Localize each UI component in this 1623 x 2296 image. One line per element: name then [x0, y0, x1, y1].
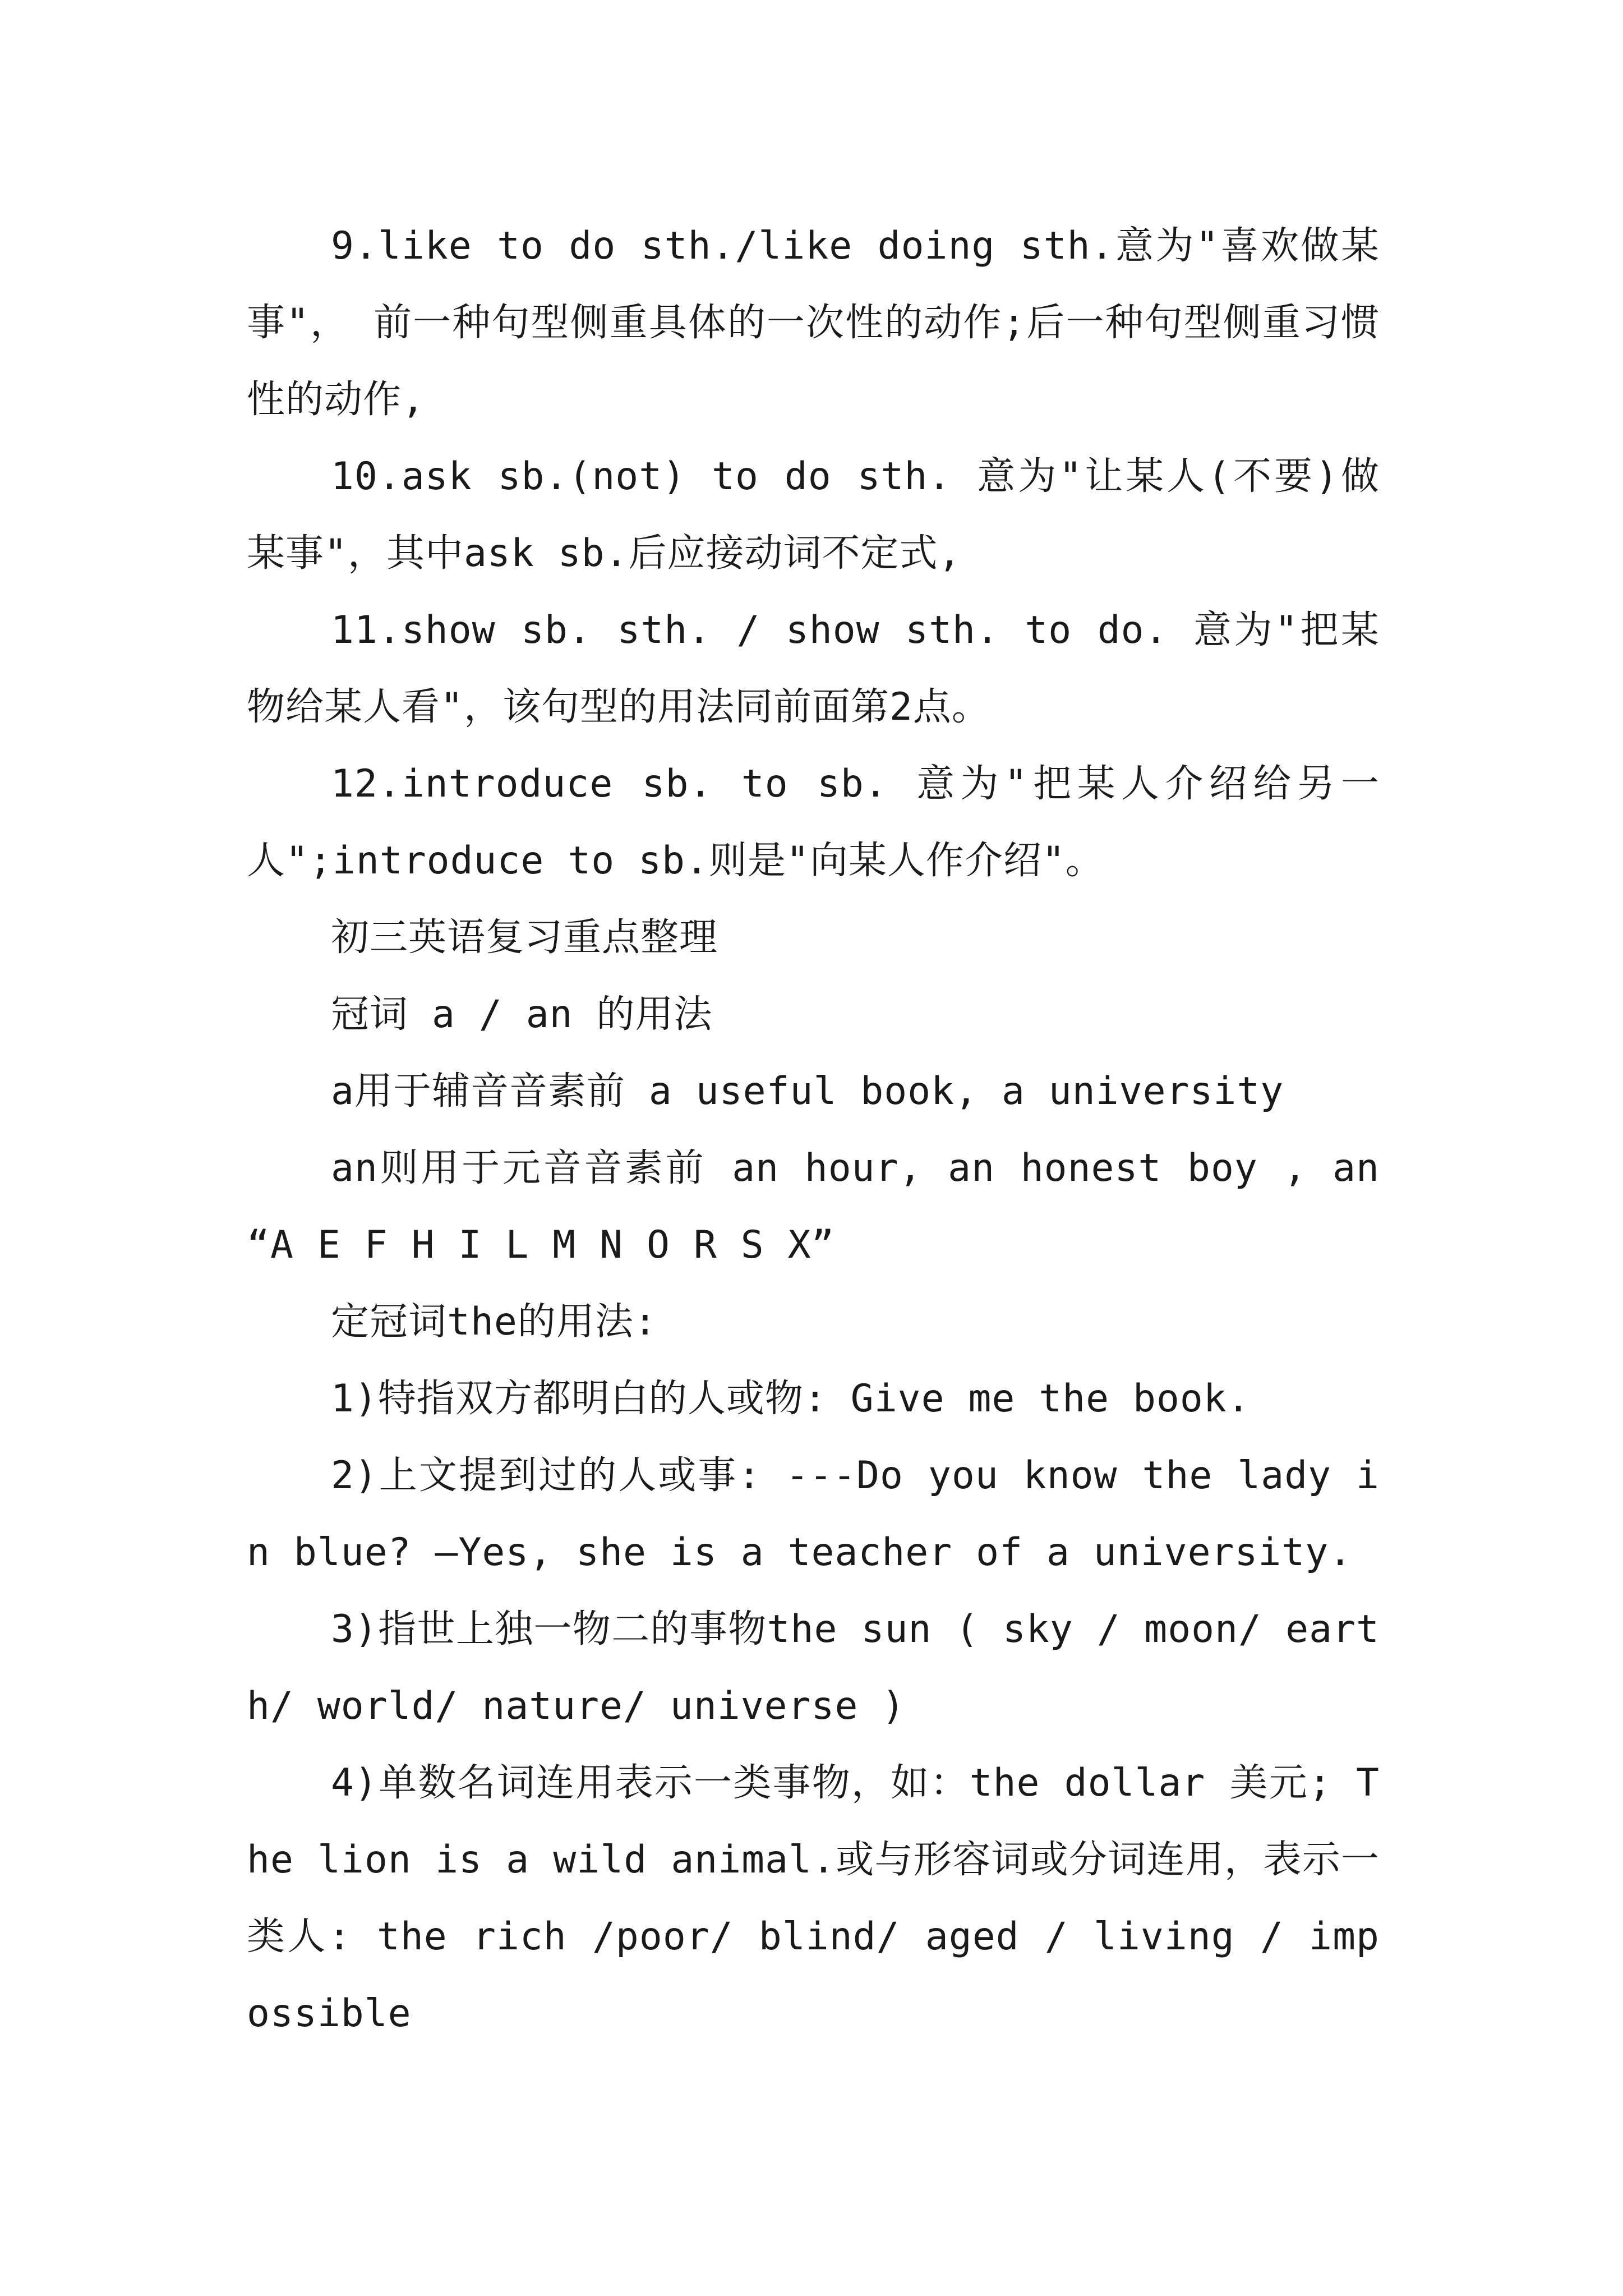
list-item-1: 1)特指双方都明白的人或物: Give me the book.	[331, 1377, 1251, 1421]
list-item-2: 2)上文提到过的人或事: ---Do you know the lady in blue? –Yes, she is a teacher of a university.	[247, 1453, 1380, 1575]
paragraph-a-usage: a用于辅音音素前 a useful book, a university	[331, 1069, 1284, 1114]
paragraph-item-12: 12.introduce sb. to sb. 意为"把某人介绍给另一人";introduce to sb.则是"向某人作介绍"。	[247, 762, 1380, 883]
document-page	[247, 208, 1380, 2052]
section-heading: 初三英语复习重点整理	[331, 915, 718, 960]
subheading-definite-article: 定冠词the的用法:	[331, 1300, 657, 1344]
list-item-3: 3)指世上独一物二的事物the sun ( sky / moon/ earth/ world/ nature/ universe )	[247, 1607, 1380, 1728]
subheading-article-a-an: 冠词 a / an 的用法	[331, 992, 713, 1037]
paragraph-an-usage: an则用于元音音素前 an hour, an honest boy , an “A E F H I L M N O R S X”	[247, 1146, 1380, 1267]
list-item-4: 4)单数名词连用表示一类事物，如：the dollar 美元; The lion is a wild animal.或与形容词或分词连用，表示一类人: the rich /poor/ blind/ aged / living / impossible	[247, 1761, 1380, 2036]
paragraph-item-11: 11.show sb. sth. / show sth. to do. 意为"把某物给某人看"，该句型的用法同前面第2点。	[247, 608, 1380, 729]
paragraph-item-9: 9.like to do sth./like doing sth.意为"喜欢做某事"， 前一种句型侧重具体的一次性的动作;后一种句型侧重习惯性的动作,	[247, 224, 1380, 422]
paragraph-item-10: 10.ask sb.(not) to do sth. 意为"让某人(不要)做某事"，其中ask sb.后应接动词不定式,	[247, 454, 1380, 576]
